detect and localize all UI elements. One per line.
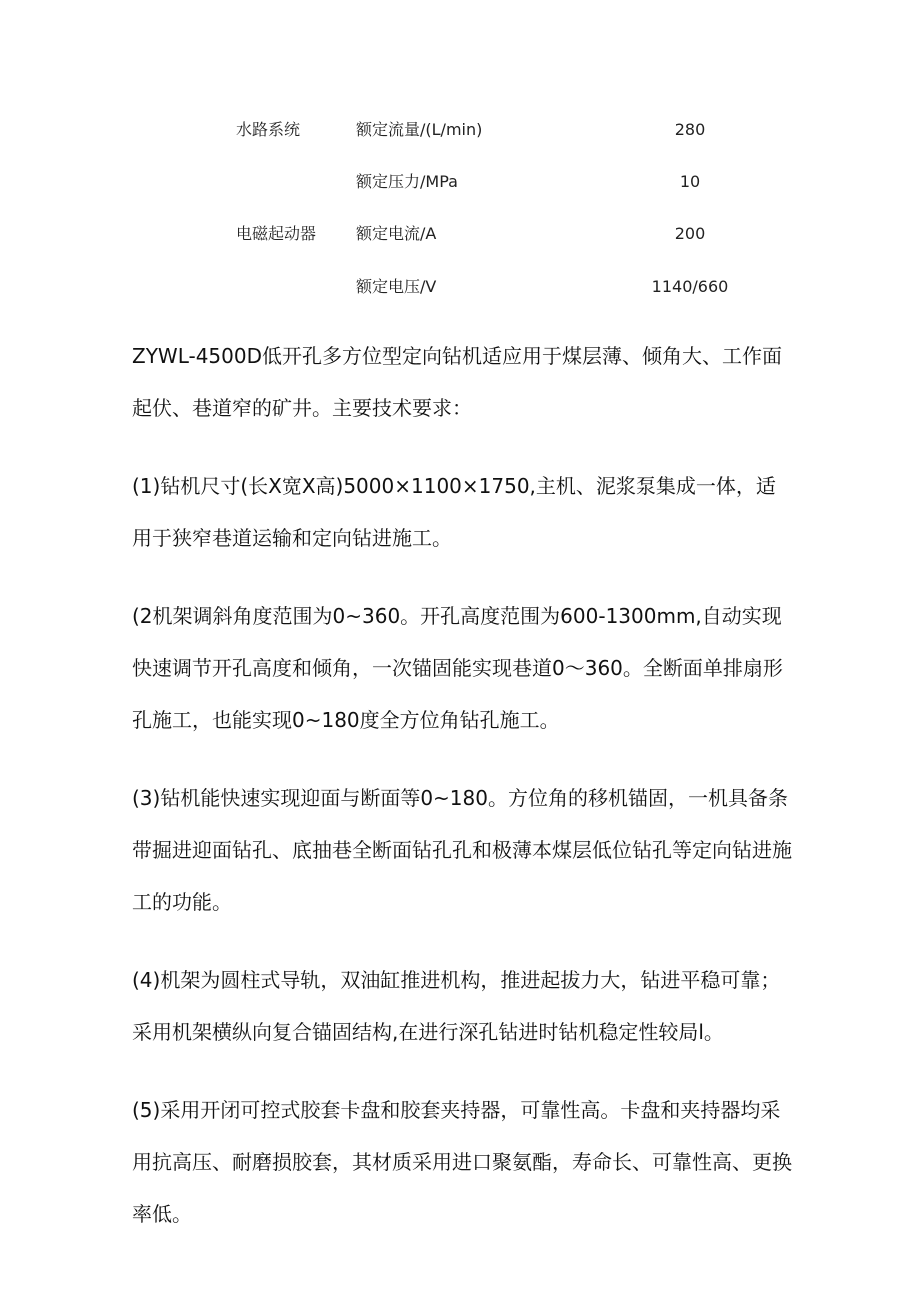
requirement-item-5: (5)采用开闭可控式胶套卡盘和胶套夹持器，可靠性高。卡盘和夹持器均采用抗高压、耐磨损胶套，其材质采用进口聚氨酯，寿命长、可靠性高、更换率低。 xyxy=(132,1098,792,1226)
requirement-item-2: (2机架调斜角度范围为0~360。开孔高度范围为600-1300mm,自动实现快速调节开孔高度和倾角，一次锚固能实现巷道0～360。全断面单排扇形孔施工，也能实现0~180度全方位角钻孔施工。 xyxy=(132,604,783,732)
spec-param-cell: 额定流量/(L/min) xyxy=(356,120,483,139)
spec-value-cell: 10 xyxy=(679,172,701,191)
spec-row xyxy=(0,168,920,196)
spec-row xyxy=(0,273,920,301)
spec-value-cell: 1140/660 xyxy=(651,277,729,296)
requirement-item-4: (4)机架为圆柱式导轨，双油缸推进机构，推进起拔力大，钻进平稳可靠；采用机架横纵向复合锚固结构,在进行深孔钻进时钻机稳定性较局l。 xyxy=(132,968,781,1044)
spec-value-cell: 200 xyxy=(674,224,706,243)
spec-param-cell: 额定压力/MPa xyxy=(356,172,458,191)
spec-row xyxy=(0,116,920,144)
spec-param-cell: 额定电压/V xyxy=(356,277,437,296)
spec-param-cell: 额定电流/A xyxy=(356,224,437,243)
spec-system-cell: 电磁起动器 xyxy=(236,224,317,243)
spec-system-cell: 水路系统 xyxy=(236,120,301,139)
requirement-item-3: (3)钻机能快速实现迎面与断面等0~180。方位角的移机锚固，一机具备条带掘进迎面钻孔、底抽巷全断面钻孔孔和极薄本煤层低位钻孔等定向钻进施工的功能。 xyxy=(132,786,792,914)
requirement-item-1: (1)钻机尺寸(长X宽X高)5000×1100×1750,主机、泥浆泵集成一体，适用于狭窄巷道运输和定向钻进施工。 xyxy=(132,474,776,550)
document-body xyxy=(132,330,792,1266)
spec-value-cell: 280 xyxy=(674,120,706,139)
intro-paragraph: ZYWL-4500D低开孔多方位型定向钻机适应用于煤层薄、倾角大、工作面起伏、巷道窄的矿井。主要技术要求： xyxy=(132,344,782,420)
spec-row xyxy=(0,220,920,248)
